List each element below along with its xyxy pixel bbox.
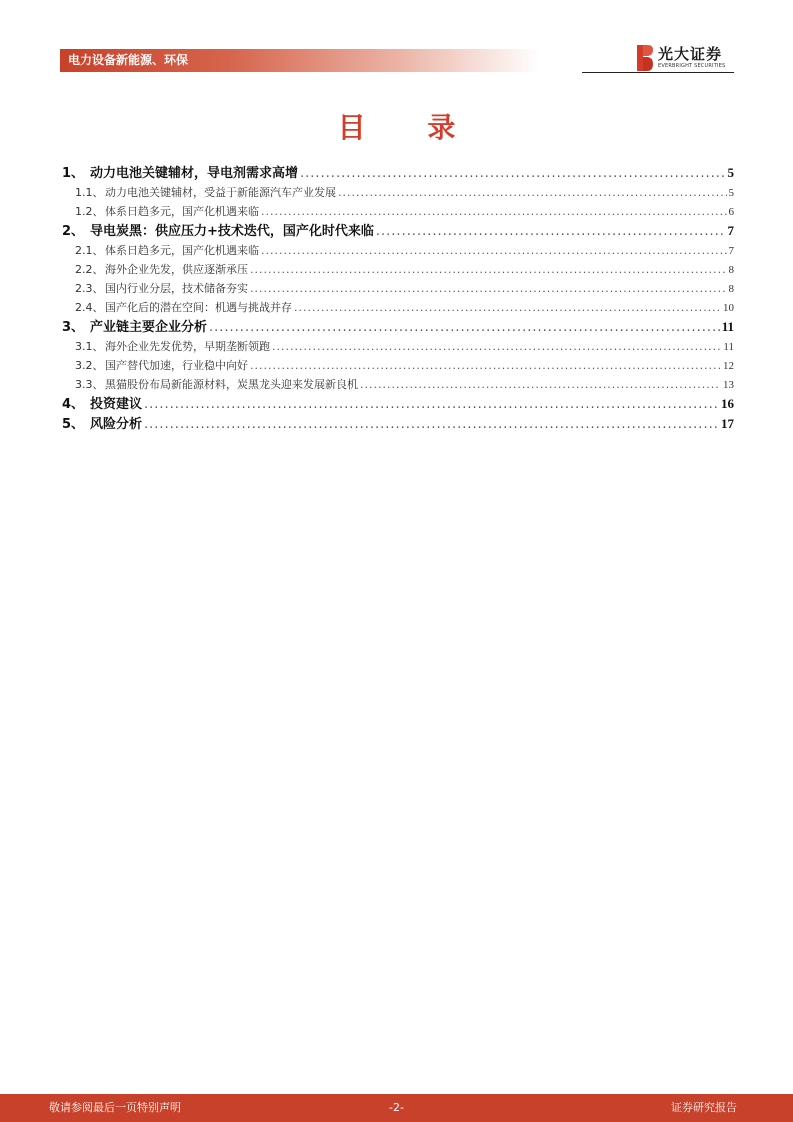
toc-entry-number: 2.3、 (75, 282, 104, 295)
toc-chapter-entry[interactable] (62, 163, 734, 183)
toc-entry-number: 2.4、 (75, 301, 104, 314)
table-of-contents (62, 163, 734, 434)
toc-entry-number: 4、 (62, 397, 85, 412)
toc-entry-number: 3.2、 (75, 359, 104, 372)
toc-leader-dots (261, 202, 727, 221)
toc-entry-title: 风险分析 (90, 417, 143, 432)
toc-entry-title: 体系日趋多元，国产化机遇来临 (105, 244, 259, 257)
toc-section-entry[interactable] (62, 356, 734, 375)
toc-section-entry[interactable] (62, 183, 734, 202)
toc-leader-dots (338, 183, 727, 202)
toc-entry-number: 1.1、 (75, 186, 104, 199)
toc-section-entry[interactable] (62, 202, 734, 221)
toc-entry-number: 5、 (62, 417, 85, 432)
toc-entry-page: 7 (728, 245, 734, 257)
toc-chapter-entry[interactable] (62, 221, 734, 241)
toc-leader-dots (300, 164, 725, 183)
toc-leader-dots (209, 318, 720, 337)
toc-entry-page: 13 (723, 379, 734, 391)
toc-entry-title: 海外企业先发优势，早期垄断领跑 (105, 340, 270, 353)
toc-entry-title: 海外企业先发，供应逐渐承压 (105, 263, 248, 276)
toc-entry-number: 2、 (62, 224, 85, 239)
toc-section-entry[interactable] (62, 279, 734, 298)
toc-entry-number: 1.2、 (75, 205, 104, 218)
toc-leader-dots (261, 241, 727, 260)
footer-report-type: 证券研究报告 (671, 1101, 737, 1114)
toc-entry-title: 黑猫股份布局新能源材料，炭黑龙头迎来发展新良机 (105, 378, 358, 391)
toc-section-entry[interactable] (62, 375, 734, 394)
toc-entry-page: 10 (723, 302, 734, 314)
toc-entry-number: 3.1、 (75, 340, 104, 353)
toc-leader-dots (250, 260, 727, 279)
toc-leader-dots (376, 222, 726, 241)
toc-entry-title: 导电炭黑：供应压力+技术迭代，国产化时代来临 (90, 224, 374, 239)
toc-entry-title: 国内行业分层，技术储备夯实 (105, 282, 248, 295)
toc-entry-title: 国产化后的潜在空间：机遇与挑战并存 (105, 301, 292, 314)
toc-entry-page: 11 (723, 341, 734, 353)
toc-chapter-entry[interactable] (62, 394, 734, 414)
toc-entry-page: 11 (721, 319, 734, 334)
logo-english-name: EVERBRIGHT SECURITIES (658, 63, 726, 69)
header-category: 电力设备新能源、环保 (68, 53, 189, 67)
toc-entry-title: 产业链主要企业分析 (90, 320, 208, 335)
everbright-logo-icon (636, 44, 654, 72)
toc-entry-title: 体系日趋多元，国产化机遇来临 (105, 205, 259, 218)
toc-leader-dots (144, 395, 719, 414)
page-number: -2- (389, 1101, 404, 1114)
toc-chapter-entry[interactable] (62, 317, 734, 337)
toc-entry-title: 国产替代加速，行业稳中向好 (105, 359, 248, 372)
toc-chapter-entry[interactable] (62, 414, 734, 434)
toc-entry-title: 投资建议 (90, 397, 143, 412)
toc-section-entry[interactable] (62, 260, 734, 279)
toc-section-entry[interactable] (62, 337, 734, 356)
toc-leader-dots (360, 375, 721, 394)
toc-entry-title: 动力电池关键辅材，导电剂需求高增 (90, 166, 299, 181)
toc-entry-page: 17 (721, 416, 734, 431)
toc-entry-page: 5 (728, 187, 734, 199)
toc-entry-number: 2.2、 (75, 263, 104, 276)
toc-section-entry[interactable] (62, 241, 734, 260)
toc-section-entry[interactable] (62, 298, 734, 317)
logo-chinese-name: 光大证券 (658, 45, 723, 63)
toc-leader-dots (250, 279, 727, 298)
toc-leader-dots (144, 415, 719, 434)
company-logo (636, 44, 736, 72)
footer-disclaimer: 敬请参阅最后一页特别声明 (49, 1101, 181, 1114)
toc-title: 目 录 (337, 111, 482, 144)
toc-entry-page: 5 (727, 165, 734, 180)
toc-leader-dots (250, 356, 721, 375)
toc-entry-page: 7 (727, 223, 734, 238)
header-rule (582, 72, 734, 73)
toc-entry-number: 2.1、 (75, 244, 104, 257)
toc-entry-page: 16 (721, 396, 734, 411)
toc-entry-page: 6 (728, 206, 734, 218)
toc-entry-page: 8 (728, 283, 734, 295)
toc-entry-number: 3.3、 (75, 378, 104, 391)
toc-leader-dots (272, 337, 721, 356)
toc-entry-number: 3、 (62, 320, 85, 335)
toc-entry-page: 8 (728, 264, 734, 276)
toc-entry-page: 12 (723, 360, 734, 372)
toc-entry-number: 1、 (62, 166, 85, 181)
toc-entry-title: 动力电池关键辅材，受益于新能源汽车产业发展 (105, 186, 336, 199)
toc-leader-dots (294, 298, 721, 317)
